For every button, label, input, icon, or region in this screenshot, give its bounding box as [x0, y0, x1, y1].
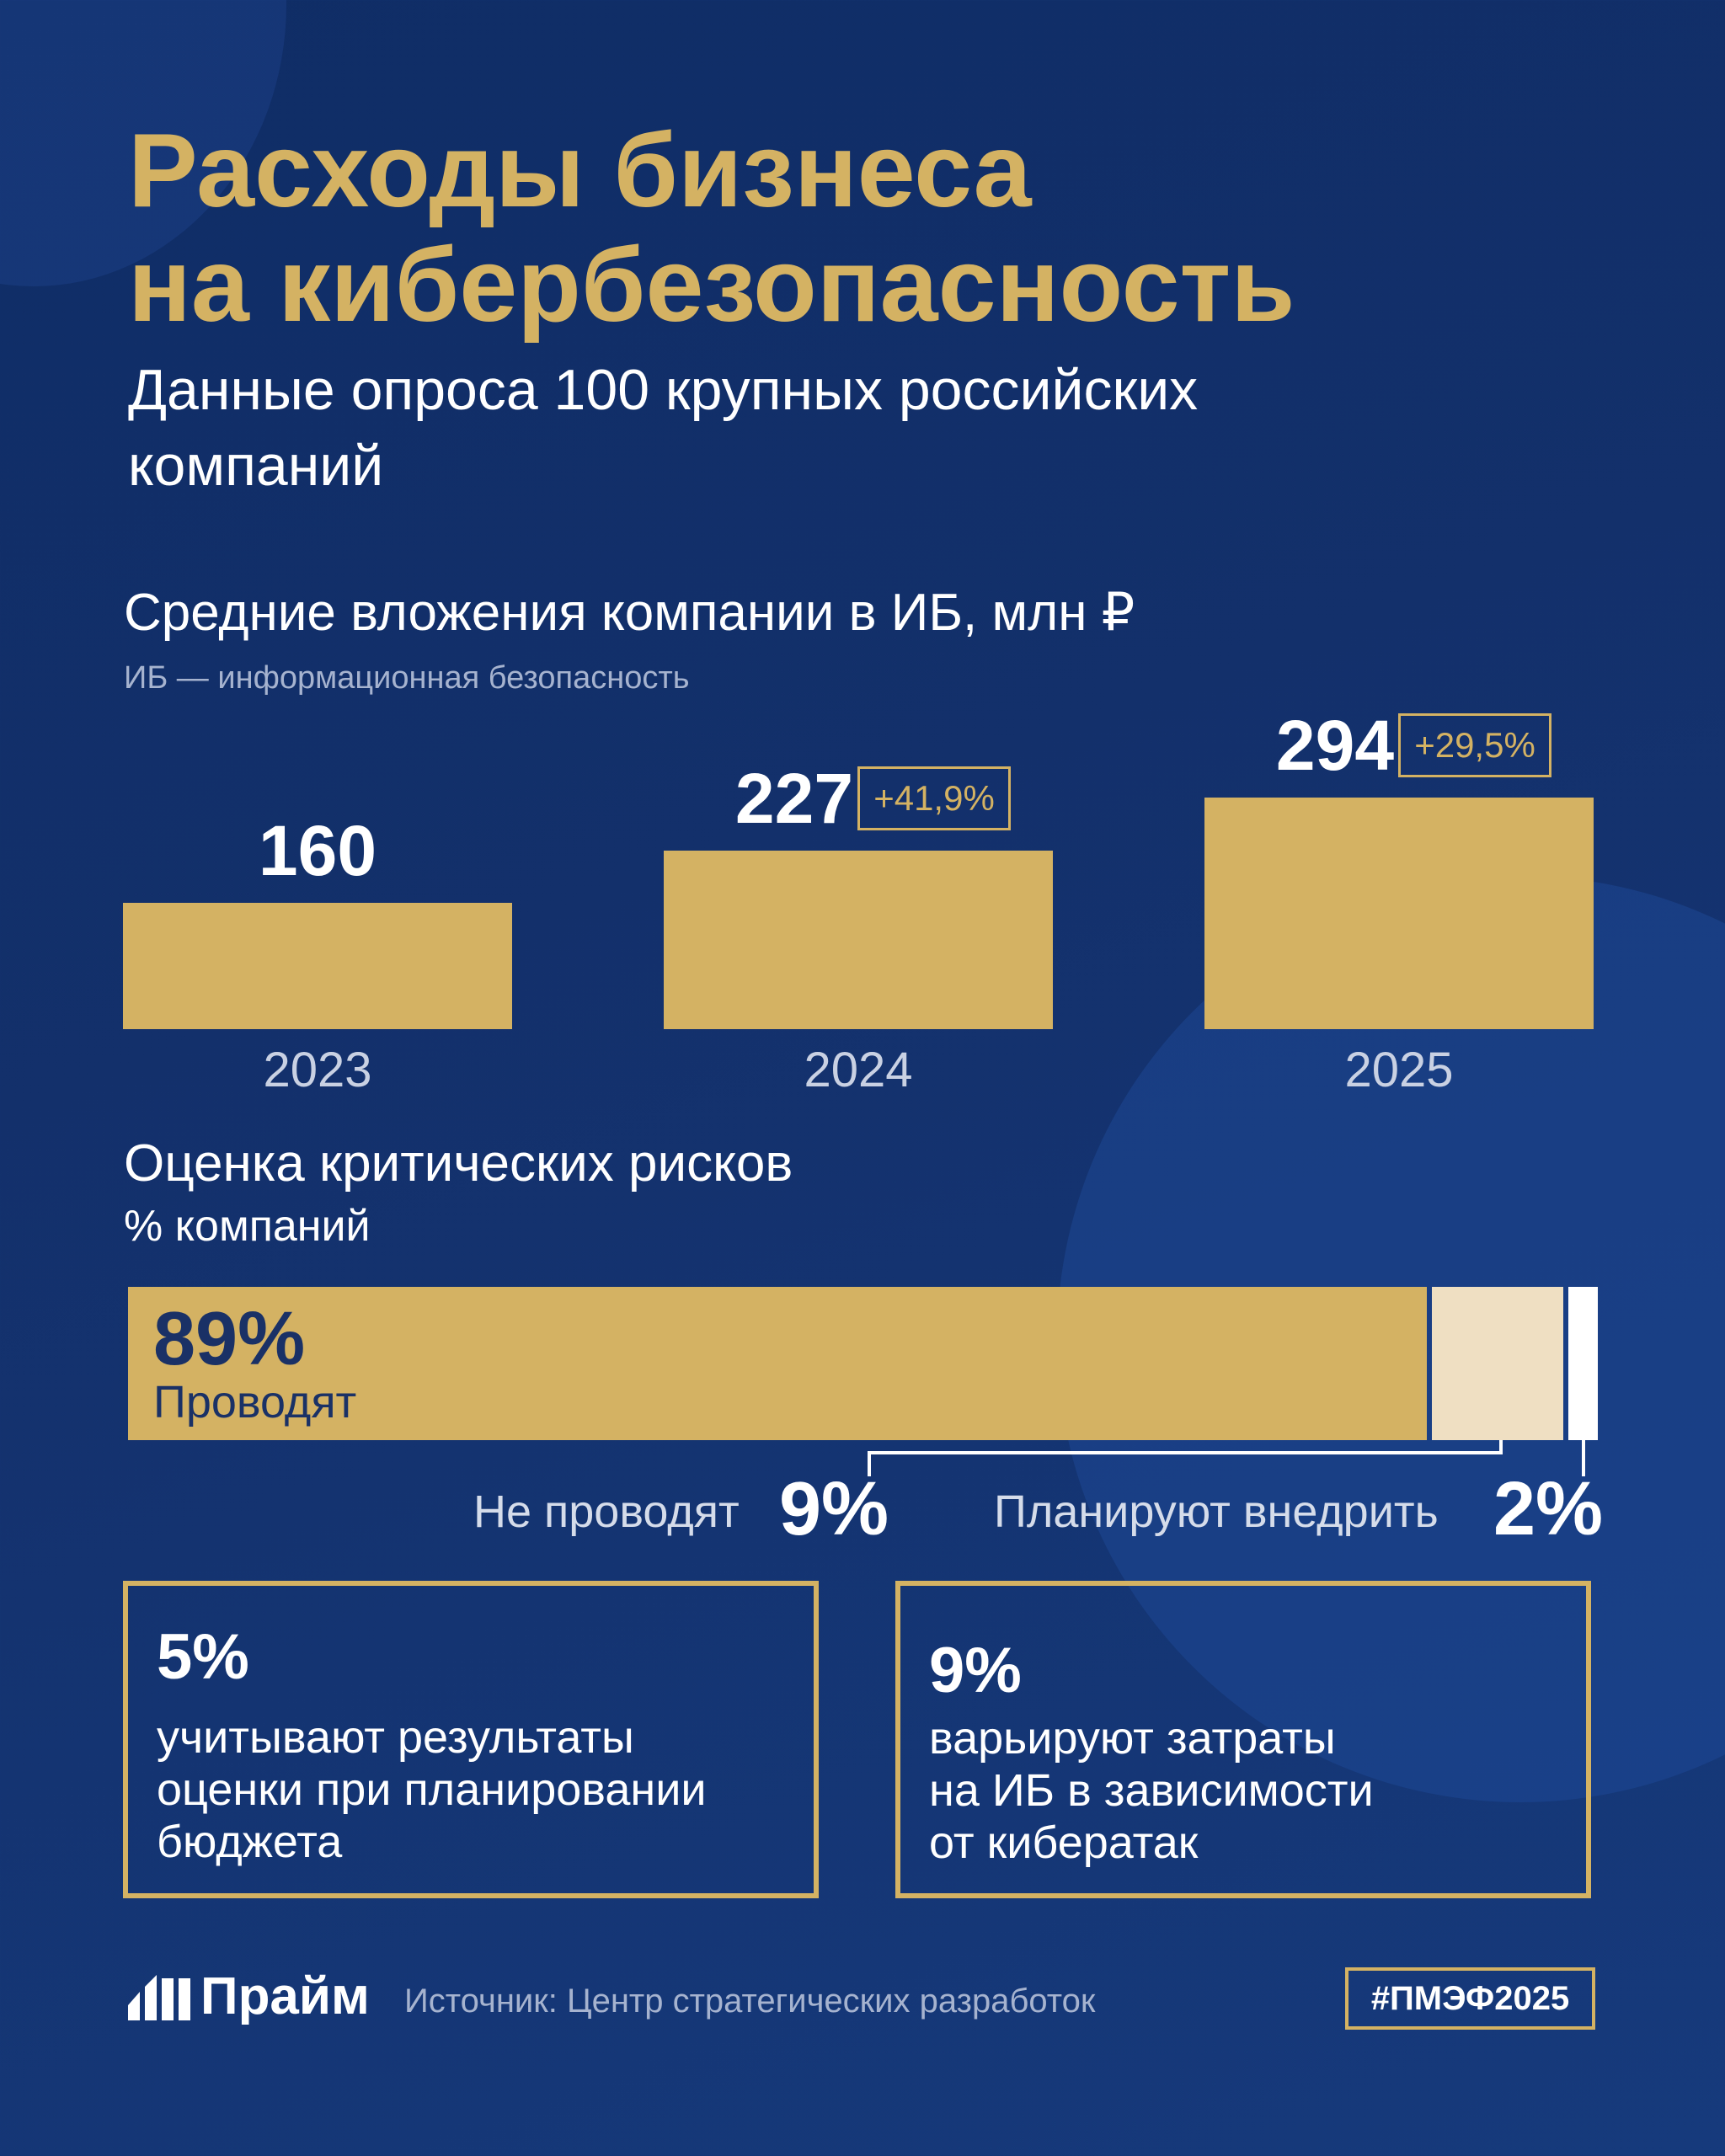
- page-title: [128, 114, 1644, 343]
- investment-title: Средние вложения компании в ИБ, млн ₽: [124, 584, 1135, 642]
- risk-conduct-label: Проводят: [153, 1377, 357, 1428]
- prime-logo: [128, 1967, 370, 2025]
- investment-value-2025: 294: [1275, 706, 1395, 785]
- card-attacks-value: 9%: [929, 1635, 1022, 1706]
- card-attacks-line-1: варьируют затраты: [929, 1713, 1336, 1764]
- investment-year-2025: 2025: [1344, 1043, 1454, 1097]
- card-budget-line-2: оценки при планировании: [157, 1764, 707, 1815]
- page-subtitle: [128, 352, 1518, 504]
- risk-plan-percent: 2%: [1493, 1467, 1604, 1551]
- subtitle-line-2: компаний: [128, 434, 384, 498]
- hashtag-badge: #ПМЭФ2025: [1345, 1967, 1595, 2030]
- risks-unit: % компаний: [124, 1202, 371, 1251]
- card-attacks-line-2: на ИБ в зависимости: [929, 1765, 1374, 1816]
- stat-card-budget: [123, 1581, 819, 1898]
- risk-plan-label: Планируют внедрить: [994, 1486, 1439, 1537]
- investment-year-2024: 2024: [804, 1043, 913, 1097]
- card-budget-line-1: учитывают результаты: [157, 1712, 634, 1763]
- subtitle-line-1: Данные опроса 100 крупных российских: [128, 358, 1199, 422]
- risk-not-conduct-label: Не проводят: [473, 1486, 740, 1537]
- prime-logo-icon: [128, 1973, 190, 2020]
- investment-bar-2024: [664, 851, 1053, 1029]
- risk-not-conduct-percent: 9%: [779, 1467, 889, 1551]
- leader-9-horizontal: [868, 1451, 1503, 1454]
- card-budget-text: [157, 1711, 814, 1868]
- stat-card-attacks: [895, 1581, 1591, 1898]
- card-budget-line-3: бюджета: [157, 1817, 343, 1867]
- title-line-2: на кибербезопасность: [128, 227, 1295, 344]
- card-attacks-line-3: от кибератак: [929, 1817, 1199, 1868]
- card-attacks-text: [929, 1712, 1586, 1869]
- title-line-1: Расходы бизнеса: [128, 113, 1032, 229]
- investment-value-2024: 227: [734, 758, 854, 838]
- risks-title: Оценка критических рисков: [124, 1134, 793, 1193]
- investment-note: ИБ — информационная безопасность: [124, 660, 690, 696]
- prime-logo-text: Прайм: [200, 1967, 370, 2025]
- investment-value-2023: 160: [258, 811, 377, 891]
- card-budget-value: 5%: [157, 1621, 249, 1693]
- investment-bar-2023: [123, 903, 512, 1029]
- source-note: Источник: Центр стратегических разработок: [404, 1983, 1096, 2020]
- investment-growth-2024: +41,9%: [857, 766, 1011, 830]
- investment-growth-2025: +29,5%: [1398, 713, 1551, 777]
- risk-conduct-percent: 89%: [153, 1297, 306, 1381]
- risk-segment-plan: [1568, 1287, 1598, 1440]
- investment-year-2023: 2023: [263, 1043, 372, 1097]
- risk-segment-not-conduct: [1432, 1287, 1563, 1440]
- investment-bar-2025: [1204, 798, 1594, 1029]
